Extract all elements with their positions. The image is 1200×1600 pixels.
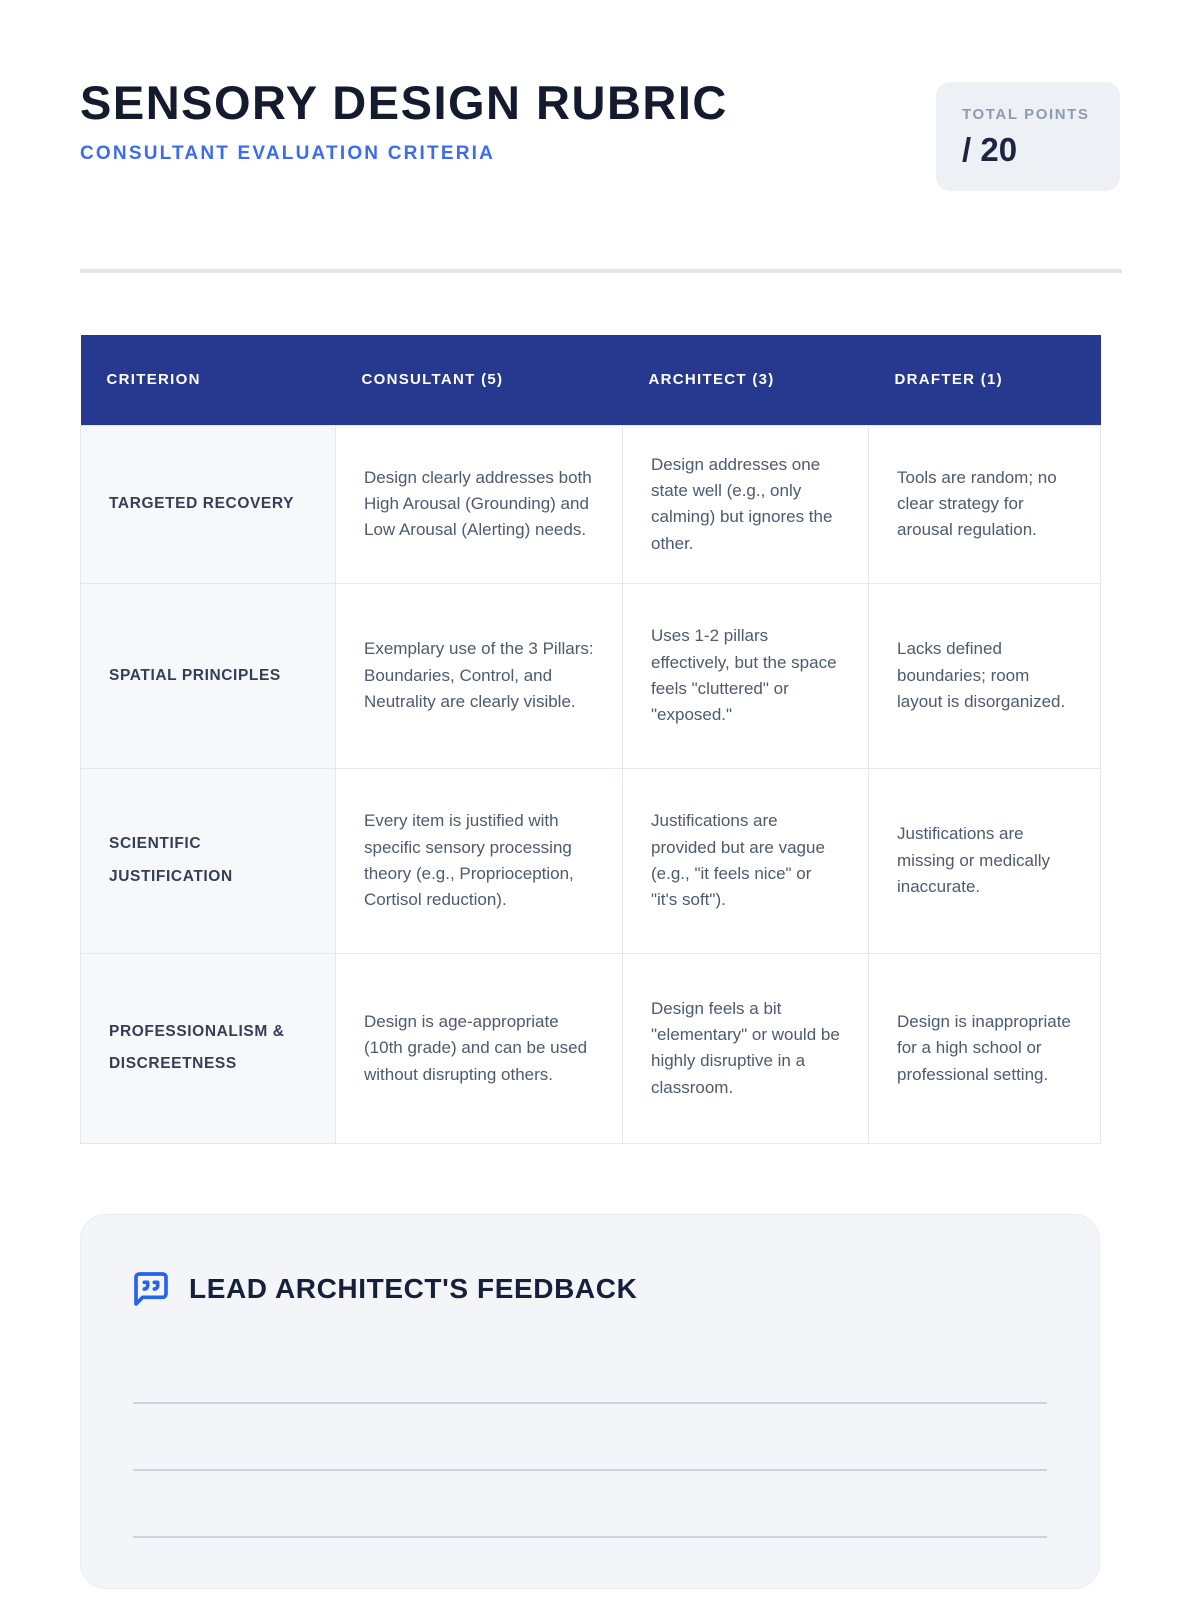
table-row-targeted-recovery [81, 425, 1101, 583]
table-header-row [81, 335, 1101, 425]
criterion-label: PROFESSIONALISM & DISCREETNESS [81, 953, 336, 1143]
page-header [80, 78, 1120, 191]
column-header-drafter: DRAFTER (1) [869, 335, 1101, 425]
cell-consultant: Design clearly addresses both High Arousal (Grounding) and Low Arousal (Alerting) needs. [336, 425, 623, 583]
table-row-spatial-principles [81, 583, 1101, 768]
cell-architect: Design feels a bit "elementary" or would be highly disruptive in a classroom. [623, 953, 869, 1143]
page-subtitle: CONSULTANT EVALUATION CRITERIA [80, 143, 496, 165]
feedback-writing-line [133, 1337, 1047, 1404]
message-square-quote-icon [131, 1269, 171, 1309]
total-points-box [936, 82, 1120, 191]
cell-drafter: Lacks defined boundaries; room layout is disorganized. [869, 583, 1101, 768]
feedback-section [80, 1214, 1100, 1589]
table-row-scientific-justification [81, 768, 1101, 953]
feedback-header [131, 1269, 1049, 1309]
title-block [80, 78, 728, 165]
column-header-consultant: CONSULTANT (5) [336, 335, 623, 425]
total-points-label: TOTAL POINTS [962, 106, 1090, 123]
criterion-label: SPATIAL PRINCIPLES [81, 583, 336, 768]
column-header-criterion: CRITERION [81, 335, 336, 425]
cell-drafter: Justifications are missing or medically inaccurate. [869, 768, 1101, 953]
cell-architect: Design addresses one state well (e.g., only calming) but ignores the other. [623, 425, 869, 583]
criterion-label: TARGETED RECOVERY [81, 425, 336, 583]
cell-drafter: Design is inappropriate for a high school or professional setting. [869, 953, 1101, 1143]
feedback-title: LEAD ARCHITECT'S FEEDBACK [189, 1272, 638, 1304]
feedback-writing-area [131, 1337, 1049, 1538]
section-divider [80, 269, 1122, 273]
column-header-architect: ARCHITECT (3) [623, 335, 869, 425]
cell-consultant: Design is age-appropriate (10th grade) and can be used without disrupting others. [336, 953, 623, 1143]
total-points-value: / 20 [962, 131, 1018, 168]
page-title: SENSORY DESIGN RUBRIC [80, 76, 728, 129]
table-row-professionalism-discreetness [81, 953, 1101, 1143]
cell-consultant: Every item is justified with specific sensory processing theory (e.g., Proprioception, Cortisol reduction). [336, 768, 623, 953]
feedback-writing-line [133, 1404, 1047, 1471]
feedback-writing-line [133, 1471, 1047, 1538]
criterion-label: SCIENTIFIC JUSTIFICATION [81, 768, 336, 953]
cell-architect: Uses 1-2 pillars effectively, but the space feels "cluttered" or "exposed." [623, 583, 869, 768]
cell-drafter: Tools are random; no clear strategy for arousal regulation. [869, 425, 1101, 583]
rubric-table [80, 335, 1101, 1144]
cell-consultant: Exemplary use of the 3 Pillars: Boundaries, Control, and Neutrality are clearly visible. [336, 583, 623, 768]
cell-architect: Justifications are provided but are vague (e.g., "it feels nice" or "it's soft"). [623, 768, 869, 953]
